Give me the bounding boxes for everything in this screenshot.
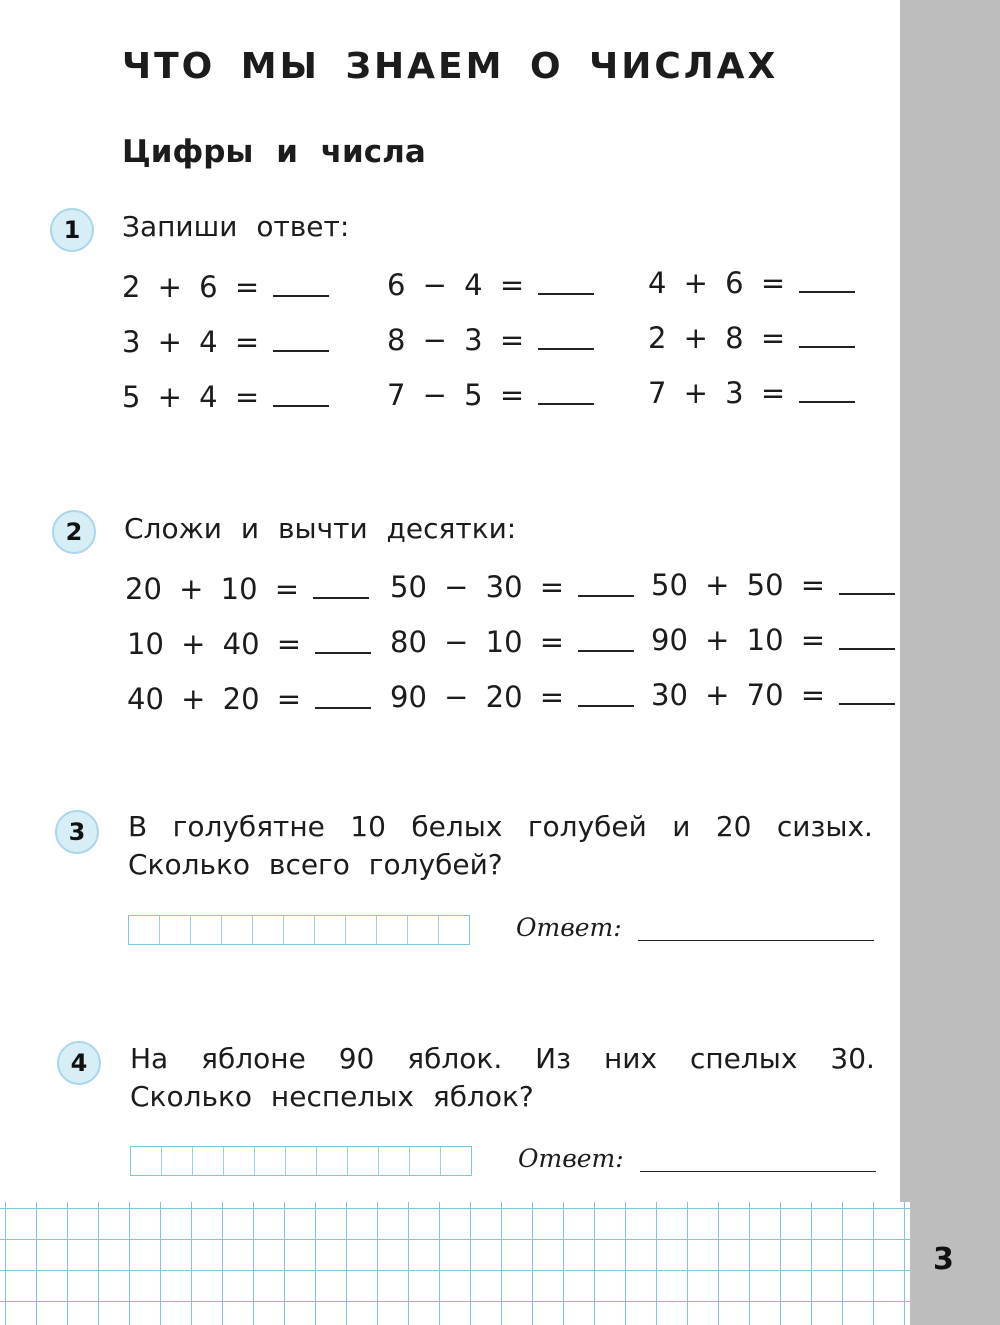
task-4-solution-cells[interactable] bbox=[130, 1146, 472, 1176]
task-3-number-badge: 3 bbox=[55, 810, 99, 854]
equation-text: 8 − 3 = bbox=[387, 323, 525, 357]
task-2-number-badge: 2 bbox=[52, 510, 96, 554]
task-3-answer-line[interactable] bbox=[638, 940, 874, 941]
equation-text: 40 + 20 = bbox=[127, 682, 302, 716]
equation-text: 90 + 10 = bbox=[651, 623, 826, 657]
word: 10 bbox=[350, 810, 386, 843]
task-1-equation bbox=[122, 325, 329, 359]
equation-text: 2 + 8 = bbox=[648, 321, 786, 355]
task-4-answer-label: Ответ: bbox=[518, 1144, 624, 1173]
word: 30. bbox=[830, 1042, 875, 1075]
task-4-answer-line[interactable] bbox=[640, 1171, 876, 1172]
equation-text: 5 + 4 = bbox=[122, 380, 260, 414]
task-2-equation bbox=[651, 678, 895, 712]
task-3-problem-text bbox=[128, 808, 873, 884]
equation-text: 90 − 20 = bbox=[390, 680, 565, 714]
answer-blank[interactable] bbox=[578, 628, 634, 652]
answer-blank[interactable] bbox=[538, 381, 594, 405]
answer-blank[interactable] bbox=[578, 683, 634, 707]
word: и bbox=[672, 810, 691, 843]
task-1-equation bbox=[387, 268, 594, 302]
answer-blank[interactable] bbox=[315, 630, 371, 654]
word: сизых. bbox=[776, 810, 873, 843]
task-2-equation bbox=[651, 568, 895, 602]
answer-blank[interactable] bbox=[273, 328, 329, 352]
task-2-instruction: Сложи и вычти десятки: bbox=[124, 512, 517, 545]
answer-blank[interactable] bbox=[538, 326, 594, 350]
task-2-equation bbox=[390, 680, 634, 714]
task-3-answer-label: Ответ: bbox=[516, 913, 622, 942]
word: На bbox=[130, 1042, 169, 1075]
task-1-number-badge: 1 bbox=[50, 208, 94, 252]
task-1-equation bbox=[122, 380, 329, 414]
answer-blank[interactable] bbox=[273, 273, 329, 297]
equation-text: 20 + 10 = bbox=[125, 572, 300, 606]
graph-paper-grid[interactable] bbox=[0, 1202, 910, 1325]
answer-blank[interactable] bbox=[273, 383, 329, 407]
equation-text: 3 + 4 = bbox=[122, 325, 260, 359]
answer-blank[interactable] bbox=[799, 324, 855, 348]
equation-text: 30 + 70 = bbox=[651, 678, 826, 712]
task-3-solution-cells[interactable] bbox=[128, 915, 470, 945]
word: голубей bbox=[527, 810, 647, 843]
task-1-equation bbox=[648, 266, 855, 300]
word: спелых bbox=[689, 1042, 798, 1075]
task-4-number-badge: 4 bbox=[57, 1041, 101, 1085]
equation-text: 7 − 5 = bbox=[387, 378, 525, 412]
equation-text: 50 + 50 = bbox=[651, 568, 826, 602]
equation-text: 7 + 3 = bbox=[648, 376, 786, 410]
task-1-instruction: Запиши ответ: bbox=[122, 210, 350, 243]
answer-blank[interactable] bbox=[839, 681, 895, 705]
answer-blank[interactable] bbox=[799, 269, 855, 293]
word: них bbox=[603, 1042, 658, 1075]
task-2-equation bbox=[127, 627, 371, 661]
task-1-equation bbox=[122, 270, 329, 304]
word: 90 bbox=[338, 1042, 375, 1075]
word: яблок. bbox=[407, 1042, 503, 1075]
task-2-equation bbox=[125, 572, 369, 606]
word: 20 bbox=[715, 810, 752, 843]
task-4-problem-text bbox=[130, 1040, 875, 1116]
answer-blank[interactable] bbox=[799, 379, 855, 403]
equation-text: 2 + 6 = bbox=[122, 270, 260, 304]
word: В bbox=[128, 810, 148, 843]
word: голубятне bbox=[172, 810, 325, 843]
equation-text: 4 + 6 = bbox=[648, 266, 786, 300]
page-number: 3 bbox=[933, 1242, 954, 1277]
section-subtitle: Цифры и числа bbox=[122, 134, 426, 170]
task-2-equation bbox=[390, 570, 634, 604]
answer-blank[interactable] bbox=[578, 573, 634, 597]
task-2-equation bbox=[390, 625, 634, 659]
word: яблоне bbox=[201, 1042, 306, 1075]
equation-text: 6 − 4 = bbox=[387, 268, 525, 302]
answer-blank[interactable] bbox=[313, 575, 369, 599]
answer-blank[interactable] bbox=[839, 626, 895, 650]
task-1-equation bbox=[648, 321, 855, 355]
task-1-equation bbox=[387, 378, 594, 412]
page-title: ЧТО МЫ ЗНАЕМ О ЧИСЛАХ bbox=[122, 46, 779, 87]
answer-blank[interactable] bbox=[315, 685, 371, 709]
page-edge-strip bbox=[900, 0, 1000, 1325]
answer-blank[interactable] bbox=[839, 571, 895, 595]
problem-line bbox=[130, 1040, 875, 1078]
word: белых bbox=[411, 810, 503, 843]
equation-text: 50 − 30 = bbox=[390, 570, 565, 604]
problem-line: Сколько неспелых яблок? bbox=[130, 1080, 534, 1113]
word: Из bbox=[535, 1042, 572, 1075]
equation-text: 10 + 40 = bbox=[127, 627, 302, 661]
equation-text: 80 − 10 = bbox=[390, 625, 565, 659]
problem-line bbox=[128, 808, 873, 846]
task-1-equation bbox=[648, 376, 855, 410]
task-2-equation bbox=[127, 682, 371, 716]
task-1-equation bbox=[387, 323, 594, 357]
answer-blank[interactable] bbox=[538, 271, 594, 295]
task-2-equation bbox=[651, 623, 895, 657]
problem-line: Сколько всего голубей? bbox=[128, 848, 503, 881]
